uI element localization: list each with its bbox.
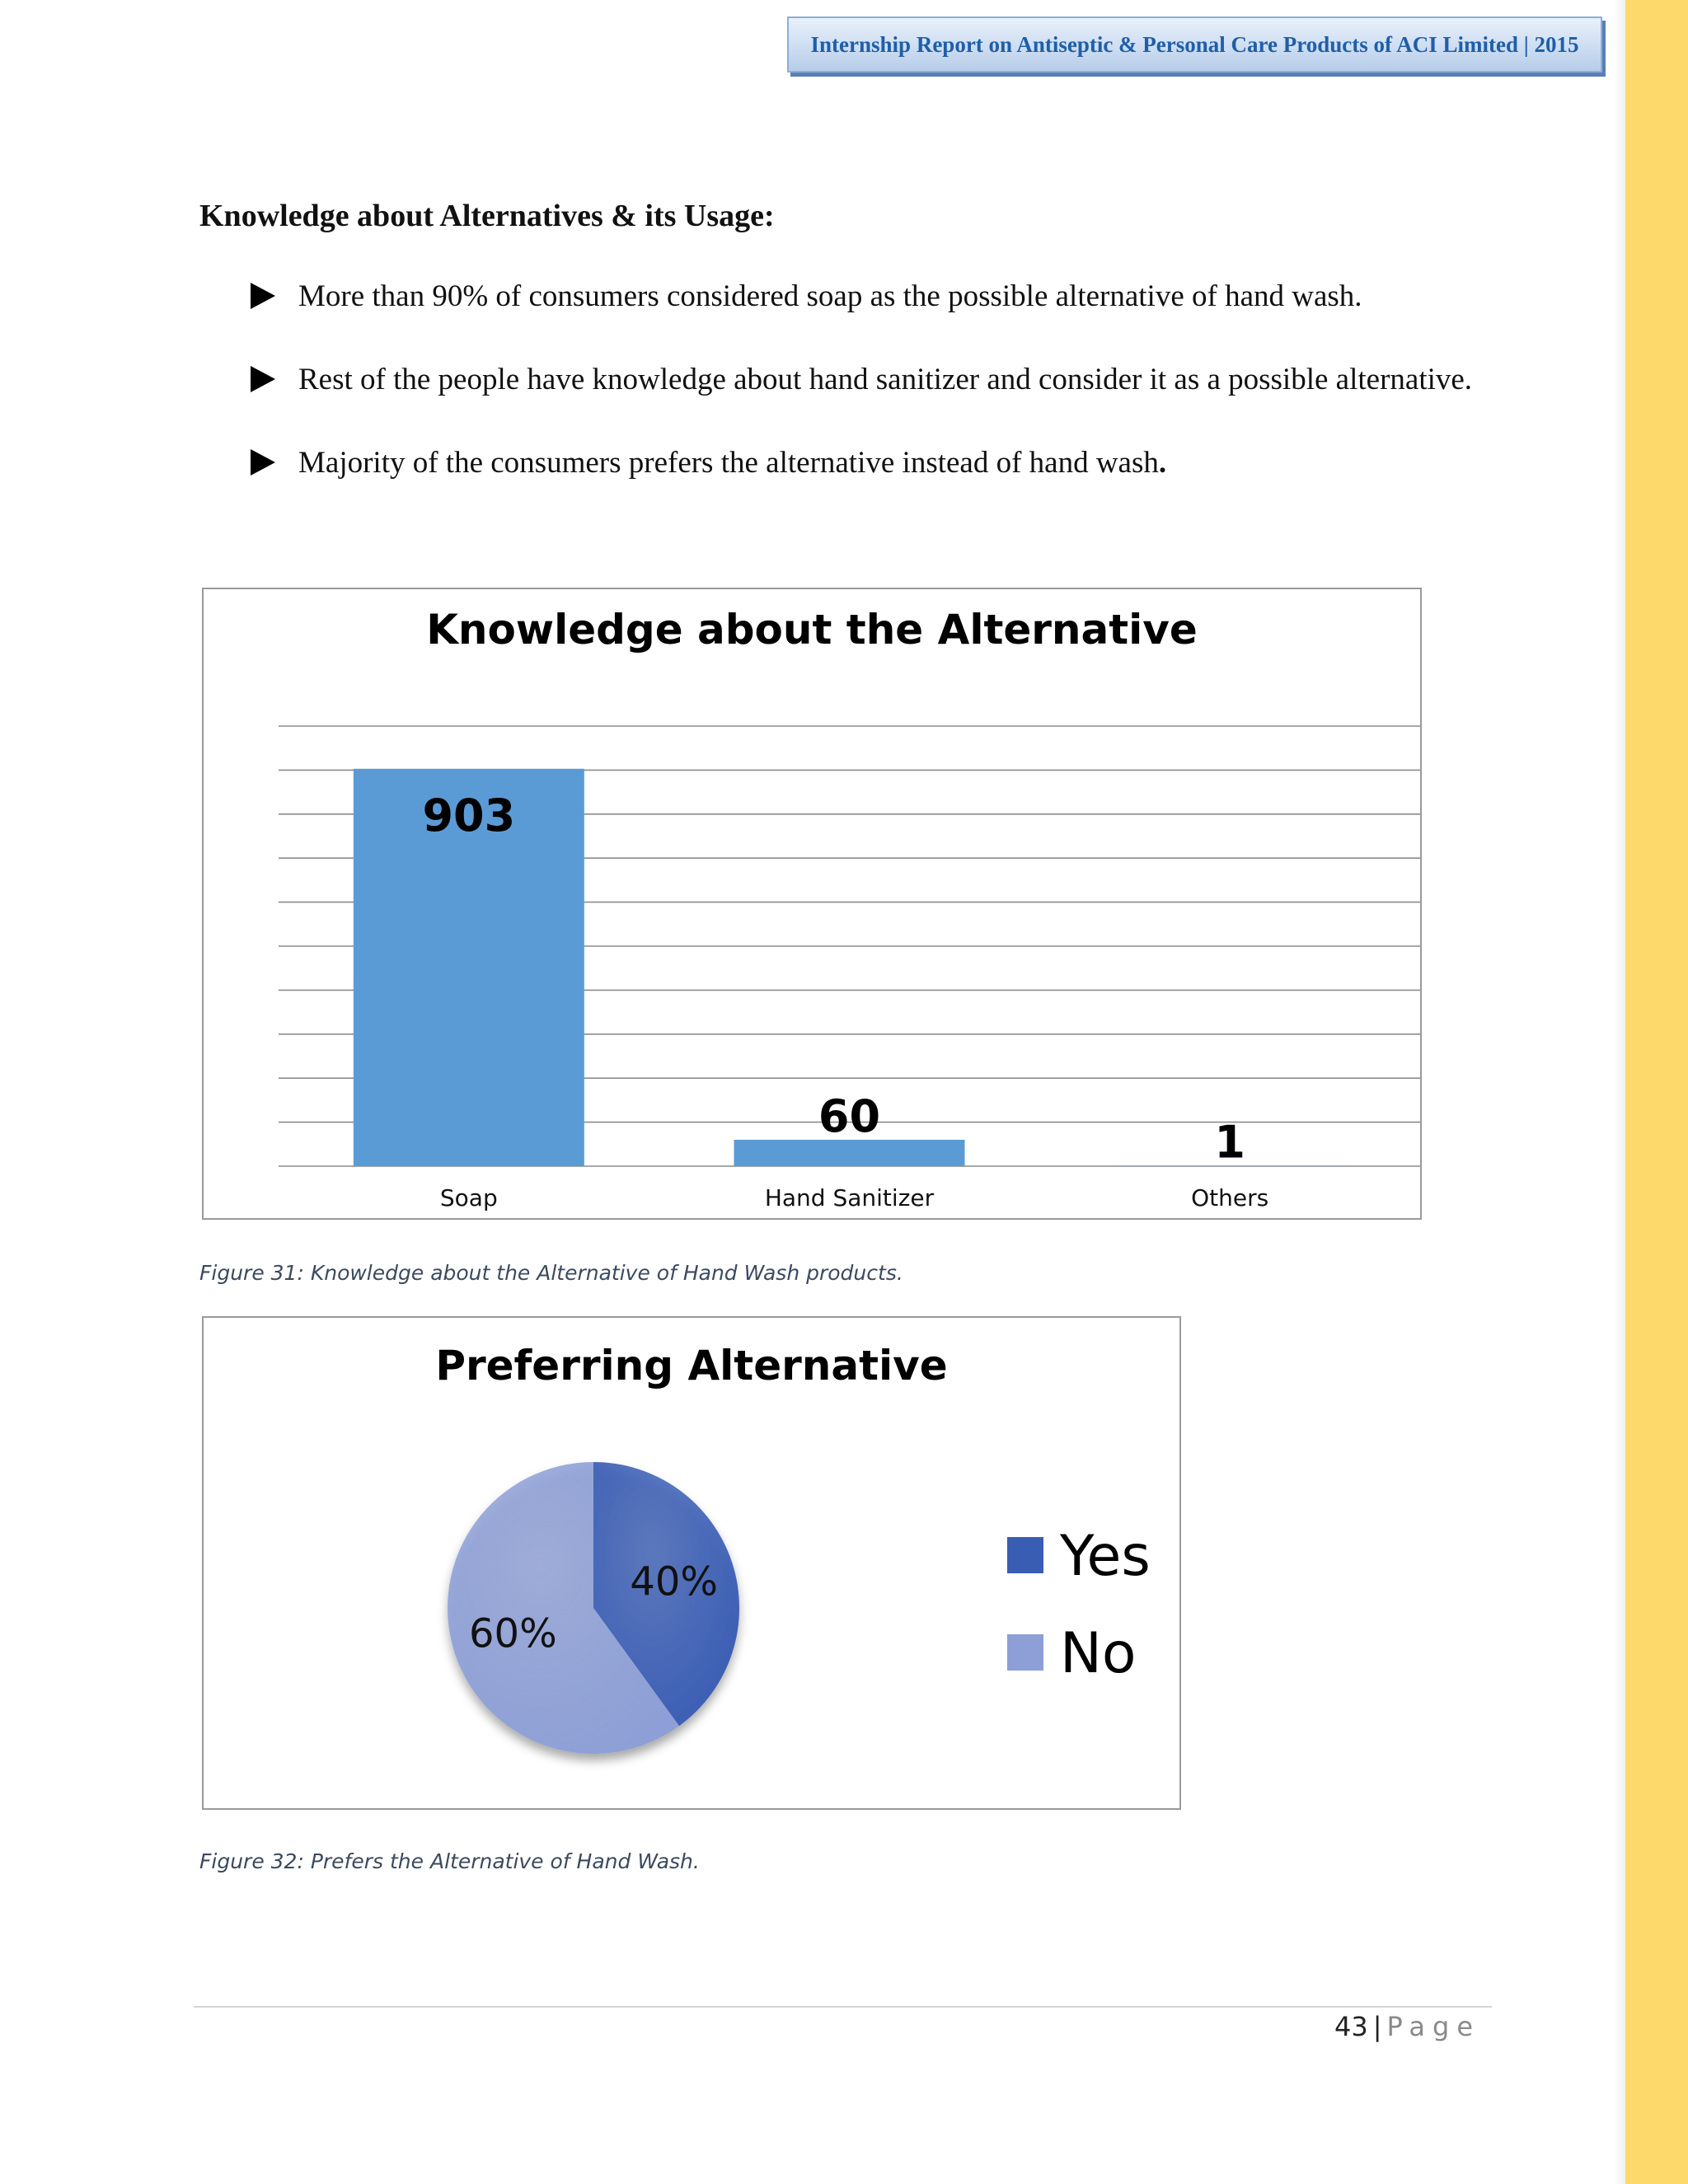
report-header-title: Internship Report on Antiseptic & Personal Care Products of ACI Limited | 2015 bbox=[810, 31, 1579, 57]
legend-label: No bbox=[1060, 1621, 1137, 1686]
legend-label: Yes bbox=[1060, 1524, 1151, 1589]
triangle-bullet-icon bbox=[251, 449, 275, 476]
yellow-side-strip bbox=[1625, 0, 1688, 2184]
legend-swatch bbox=[1007, 1537, 1043, 1573]
page-number bbox=[1334, 2011, 1480, 2042]
triangle-bullet-icon bbox=[251, 366, 275, 392]
bullet-text: More than 90% of consumers considered soap as the possible alternative of hand wash. bbox=[298, 279, 1362, 313]
chart-title: Knowledge about the Alternative bbox=[426, 606, 1198, 654]
pie-chart-frame bbox=[202, 1316, 1181, 1810]
bullet-item bbox=[247, 268, 1490, 325]
page-word: Page bbox=[1386, 2011, 1480, 2042]
page-edge-shadow bbox=[1614, 0, 1625, 2184]
bullet-list bbox=[247, 268, 1490, 518]
bar bbox=[734, 1140, 965, 1166]
bar-chart bbox=[204, 589, 1420, 1218]
page-number-separator: | bbox=[1372, 2011, 1382, 2042]
x-tick-label: Soap bbox=[439, 1184, 498, 1212]
data-label: 60% bbox=[469, 1610, 557, 1657]
bullet-item bbox=[247, 351, 1490, 408]
page-number-value: 43 bbox=[1334, 2011, 1368, 2042]
bullet-text: Majority of the consumers prefers the alternative instead of hand wash . bbox=[298, 434, 1490, 491]
report-header bbox=[787, 16, 1602, 73]
figure-32-caption: Figure 32: Prefers the Alternative of Hand Wash. bbox=[199, 1849, 700, 1873]
section-heading: Knowledge about Alternatives & its Usage: bbox=[199, 199, 775, 233]
data-label: 60 bbox=[818, 1090, 881, 1142]
data-label: 40% bbox=[630, 1558, 718, 1605]
pie-slices bbox=[448, 1462, 739, 1754]
bullet-text: Rest of the people have knowledge about hand sanitizer and consider it as a possible alternative. bbox=[298, 363, 1473, 396]
legend-swatch bbox=[1007, 1634, 1043, 1671]
data-label: 1 bbox=[1214, 1116, 1245, 1169]
x-tick-label: Hand Sanitizer bbox=[764, 1184, 935, 1212]
footer-divider bbox=[194, 2006, 1492, 2008]
chart-title: Preferring Alternative bbox=[435, 1342, 948, 1390]
figure-31-caption: Figure 31: Knowledge about the Alternative of Hand Wash products. bbox=[199, 1261, 903, 1285]
bullet-item bbox=[247, 434, 1490, 491]
pie-chart bbox=[204, 1318, 1179, 1808]
data-label: 903 bbox=[422, 789, 516, 841]
bar-chart-frame bbox=[202, 588, 1422, 1220]
triangle-bullet-icon bbox=[251, 283, 275, 309]
x-tick-label: Others bbox=[1191, 1184, 1269, 1212]
